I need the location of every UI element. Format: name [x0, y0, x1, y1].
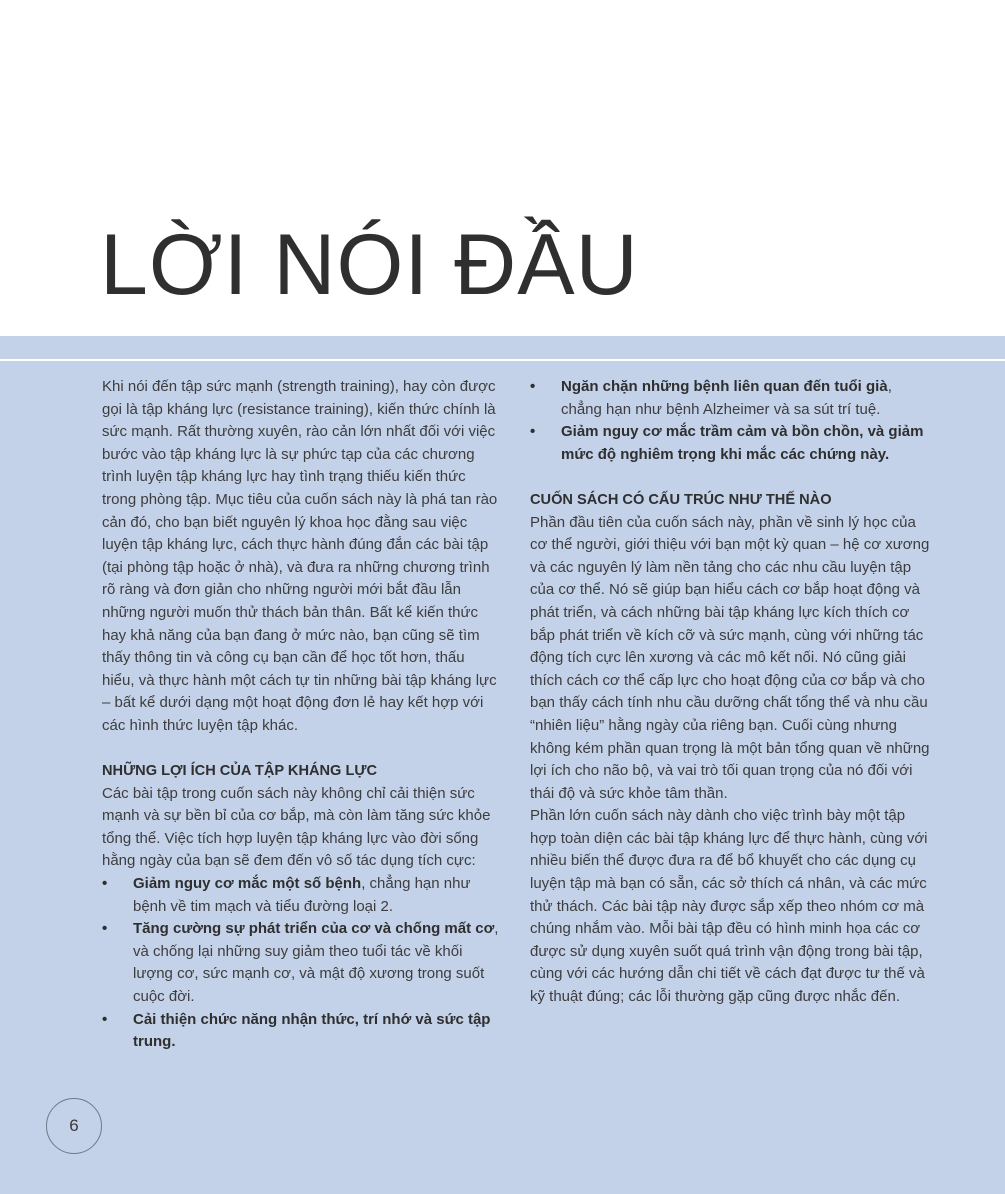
benefits-list-continued: [530, 376, 930, 466]
list-item: [102, 918, 500, 1008]
bullet-icon: •: [530, 378, 536, 395]
list-item: [530, 421, 930, 466]
structure-paragraph-2: Phần lớn cuốn sách này dành cho việc trình bày một tập hợp toàn diện các bài tập kháng lực để thực hành, cùng với nhiều biến thể được đưa ra để bổ khuyết cho các dụng cụ luyện tập mà bạn có sẵn, các sở thích cá nhân, và các mức thử thách. Các bài tập này được sắp xếp theo nhóm cơ mà chúng nhắm vào. Mỗi bài tập đều có hình minh họa các cơ được sử dụng xuyên suốt quá trình vận động trong bài tập, cùng với các hướng dẫn chi tiết về cách đạt được tư thế và kỹ thuật đúng; các lỗi thường gặp cũng được nhắc đến.: [530, 807, 928, 1006]
bullet-icon: •: [530, 423, 536, 441]
page-number: 6: [46, 1098, 102, 1154]
structure-paragraph-1: Phần đầu tiên của cuốn sách này, phần về sinh lý học của cơ thể người, giới thiệu với bạn một kỳ quan – hệ cơ xương và các nguyên lý làm nền tảng cho các nhu cầu luyện tập của cơ thể. Nó sẽ giúp bạn hiểu cách cơ bắp hoạt động và phát triển, và cách những bài tập kháng lực kích thích cơ bắp phát triển về kích cỡ và sức mạnh, cùng với những tác động tích cực lên xương và các mô kết nối. Nó cũng giải thích cách cơ thể cấp lực cho hoạt động của cơ bắp và cho bạn thấy cách tính nhu cầu dưỡng chất tổng thể và nhu cầu “nhiên liệu” hằng ngày của riêng bạn. Cuối cùng nhưng không kém phần quan trọng là một bản tổng quan về những lợi ích cho não bộ, và vai trò tối quan trọng của nó đối với thái độ và sức khỏe tâm thần.: [530, 513, 930, 802]
bullet-bold: Giảm nguy cơ mắc một số bệnh: [133, 875, 362, 893]
right-column: [530, 376, 930, 1009]
bullet-icon: •: [102, 920, 108, 938]
bullet-bold: Giảm nguy cơ mắc trầm cảm và bồn chồn, và giảm mức độ nghiêm trọng khi mắc các chứng này.: [561, 423, 924, 463]
intro-paragraph: Khi nói đến tập sức mạnh (strength training), hay còn được gọi là tập kháng lực (resistance training), kiến thức chính là sức mạnh. Rất thường xuyên, rào cản lớn nhất đối với việc bước vào tập kháng lực là sự phức tạp của các chương trình luyện tập kháng lực hay tình trạng thiếu kiến thức trong phòng tập. Mục tiêu của cuốn sách này là phá tan rào cản đó, cho bạn biết nguyên lý khoa học đằng sau việc luyện tập kháng lực, cách thực hành đúng đắn các bài tập (tại phòng tập hoặc ở nhà), và đưa ra những chương trình rõ ràng và đơn giản cho những người mới bắt đầu lẫn những người muốn thử thách bản thân. Bất kể kiến thức hay khả năng của bạn đang ở mức nào, bạn cũng sẽ tìm thấy thông tin và công cụ bạn cần để học tốt hơn, thấu hiểu, và thực hành một cách tự tin những bài tập kháng lực – bất kể dưới dạng một hoạt động đơn lẻ hay kết hợp với các hình thức luyện tập khác.: [102, 378, 498, 734]
list-item: [102, 1009, 500, 1054]
list-item: [530, 376, 930, 421]
benefits-heading: NHỮNG LỢI ÍCH CỦA TẬP KHÁNG LỰC: [102, 763, 378, 780]
bullet-bold: Tăng cường sự phát triển của cơ và chống mất cơ: [133, 920, 495, 938]
bullet-bold: Cải thiện chức năng nhận thức, trí nhớ và sức tập trung.: [133, 1010, 491, 1051]
bullet-text: , chẳng hạn như bệnh về tim mạch và tiểu đường loại 2.: [133, 875, 471, 915]
bullet-icon: •: [102, 875, 108, 893]
benefits-intro: Các bài tập trong cuốn sách này không chỉ cải thiện sức mạnh và sự bền bỉ của cơ bắp, mà còn làm tăng sức khỏe tổng thể. Việc tích hợp luyện tập kháng lực vào đời sống hằng ngày của bạn sẽ đem đến vô số tác dụng tích cực:: [102, 784, 491, 870]
bullet-bold: Ngăn chặn những bệnh liên quan đến tuổi già: [561, 378, 888, 395]
bullet-icon: •: [102, 1010, 108, 1028]
bullet-text: , và chống lại những suy giảm theo tuổi tác về khối lượng cơ, sức mạnh cơ, và mật độ xương trong suốt cuộc đời.: [133, 920, 499, 1006]
left-column: [102, 376, 500, 1054]
band-divider: [0, 359, 1005, 361]
benefits-list: [102, 873, 500, 1054]
page-title: LỜI NÓI ĐẦU: [100, 217, 639, 313]
structure-heading: CUỐN SÁCH CÓ CẤU TRÚC NHƯ THẾ NÀO: [530, 491, 832, 508]
list-item: [102, 873, 500, 918]
bullet-text: , chẳng hạn như bệnh Alzheimer và sa sút trí tuệ.: [561, 378, 892, 418]
